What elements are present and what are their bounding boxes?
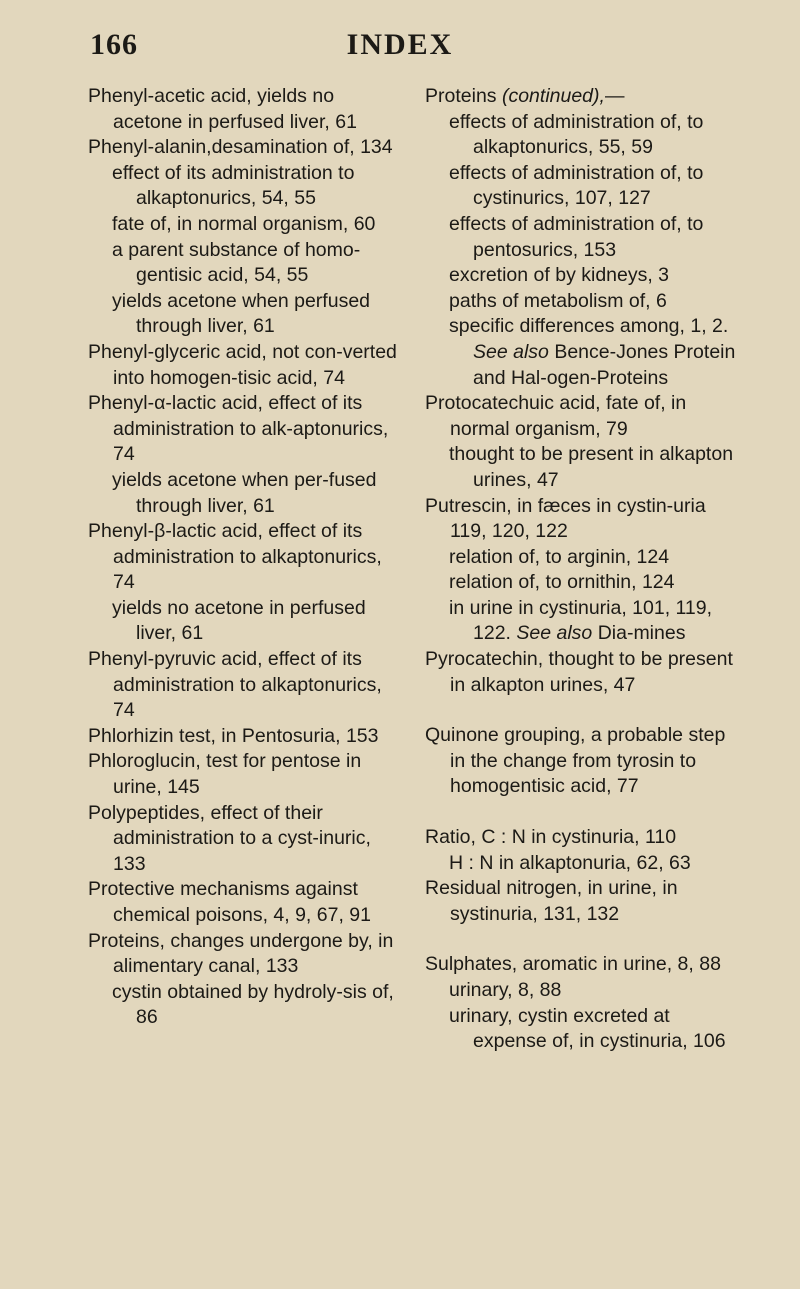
index-entry: Protocatechuic acid, fate of, in normal organism, 79 [425, 392, 687, 440]
index-subentry: yields no acetone in perfused liver, 61 [112, 596, 366, 645]
index-entry: Phenyl-pyruvic acid, effect of its administration to alkaptonurics, 74 [88, 648, 382, 722]
index-entry: Putrescin, in fæces in cystin-uria 119, 120, 122 [425, 494, 706, 543]
letter-group-gap [425, 927, 737, 952]
index-subentry: H : N in alkaptonuria, 62, 63 [449, 851, 691, 874]
index-entry: Pyrocatechin, thought to be present in alkapton urines, 47 [425, 648, 733, 696]
index-entry: Sulphates, aromatic in urine, 8, 88 [425, 953, 721, 976]
index-entry: Phenyl-alanin,desamination of, 134 [88, 136, 393, 159]
entry-text: in urine in cystinuria, 101, 119, 122. [449, 596, 713, 645]
index-entry: Polypeptides, effect of their administration to a cyst-inuric, 133 [88, 801, 371, 875]
index-subentry: urinary, cystin excreted at expense of, in cystinuria, 106 [449, 1004, 726, 1053]
see-also-label: See also [473, 340, 549, 363]
index-subentry: yields acetone when perfused through liver, 61 [112, 289, 371, 338]
index-subentry: yields acetone when per-fused through liver, 61 [112, 468, 377, 517]
index-subentry: relation of, to arginin, 124 [449, 545, 670, 568]
index-entry: Phenyl-glyceric acid, not con-verted into homogen-tisic acid, 74 [88, 340, 397, 389]
index-entry: Proteins, changes undergone by, in alimentary canal, 133 [88, 929, 394, 978]
page-number: 166 [90, 28, 138, 61]
em-dash: — [604, 85, 625, 107]
index-subentry: fate of, in normal organism, 60 [112, 212, 376, 235]
index-subentry: a parent substance of homo-gentisic acid, 54, 55 [112, 238, 361, 287]
index-subentry: excretion of by kidneys, 3 [449, 264, 670, 287]
index-entry: Residual nitrogen, in urine, in systinuria, 131, 132 [425, 877, 678, 925]
entry-text: Dia-mines [597, 622, 686, 645]
index-entry: Phloroglucin, test for pentose in urine, 145 [88, 750, 362, 799]
index-entry: Phlorhizin test, in Pentosuria, 153 [88, 724, 379, 747]
entry-heading: Proteins [425, 85, 497, 107]
entry-text: specific differences among, 1, 2. [449, 315, 729, 338]
index-subentry: thought to be present in alkapton urines, 47 [449, 443, 734, 491]
index-subentry: effects of administration of, to alkaptonurics, 55, 59 [449, 110, 704, 159]
running-head: INDEX [346, 28, 454, 61]
letter-group-gap [425, 800, 737, 825]
index-entry: Protective mechanisms against chemical poisons, 4, 9, 67, 91 [88, 878, 371, 926]
entry-text: Bence-Jones Protein and Hal-ogen-Proteins [473, 340, 736, 389]
index-entry: Phenyl-β-lactic acid, effect of its administration to alkaptonurics, 74 [88, 520, 382, 594]
index-entry: Ratio, C : N in cystinuria, 110 [425, 826, 677, 849]
page-header [90, 20, 710, 70]
index-subentry: urinary, 8, 88 [449, 979, 562, 1001]
index-subentry [425, 314, 737, 391]
index-subentry: effects of administration of, to cystinurics, 107, 127 [449, 161, 704, 210]
index-subentry: relation of, to ornithin, 124 [449, 571, 675, 594]
index-column-right [425, 84, 737, 1055]
index-subentry: effect of its administration to alkaptonurics, 54, 55 [112, 161, 355, 210]
index-entry: Phenyl-acetic acid, yields no acetone in perfused liver, 61 [88, 85, 357, 133]
index-column-left [88, 84, 400, 1031]
letter-group-gap [425, 698, 737, 723]
index-entry: Phenyl-α-lactic acid, effect of its administration to alk-aptonurics, 74 [88, 392, 389, 466]
index-subentry: paths of metabolism of, 6 [449, 289, 667, 312]
continued-label: (continued), [501, 85, 605, 107]
index-subentry [425, 596, 737, 647]
index-entry: Quinone grouping, a probable step in the change from tyrosin to homogentisic acid, 77 [425, 724, 726, 798]
see-also-label: See also [516, 622, 593, 645]
index-entry-proteins-continued [425, 84, 737, 110]
index-subentry: cystin obtained by hydroly-sis of, 86 [112, 980, 394, 1029]
index-subentry: effects of administration of, to pentosurics, 153 [449, 212, 704, 261]
